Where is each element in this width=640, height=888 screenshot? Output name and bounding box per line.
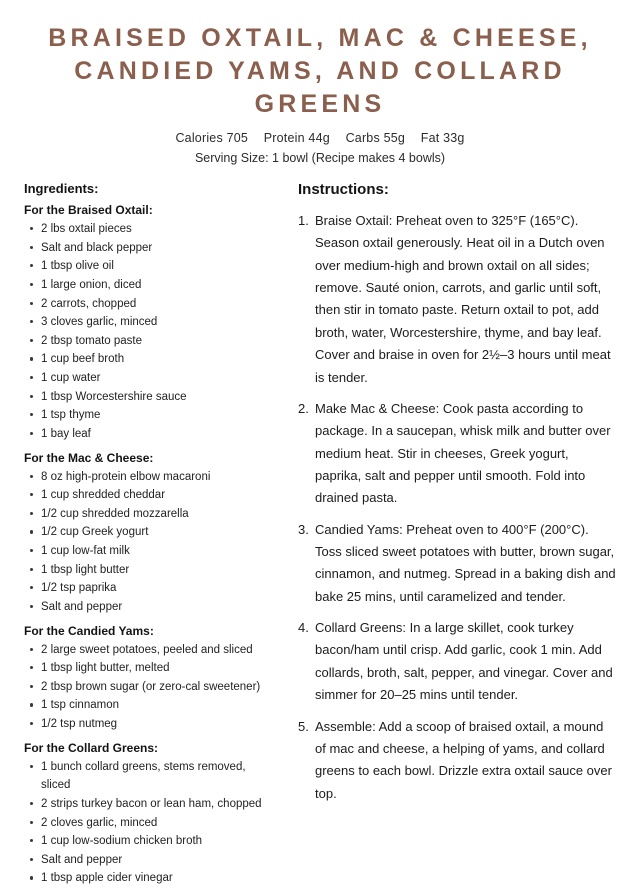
list-item: 1 tsp cinnamon	[24, 696, 270, 715]
list-item: 1 bunch collard greens, stems removed, sliced	[24, 758, 270, 795]
protein-value: Protein 44g	[263, 131, 330, 145]
ingredient-group-label: For the Collard Greens:	[24, 740, 159, 755]
list-item: 1 tbsp light butter	[24, 561, 270, 580]
list-item: 2 strips turkey bacon or lean ham, chopped	[24, 795, 270, 814]
instructions-list	[298, 210, 616, 805]
fat-value: Fat 33g	[420, 131, 465, 145]
list-item: 2 cloves garlic, minced	[24, 814, 270, 833]
list-item: 1/2 tsp nutmeg	[24, 715, 270, 734]
ingredient-group-oxtail	[24, 203, 270, 444]
carbs-value: Carbs 55g	[345, 131, 406, 145]
list-item: 2 carrots, chopped	[24, 295, 270, 314]
list-item: 1 tbsp Worcestershire sauce	[24, 388, 270, 407]
ingredient-group-collard-greens	[24, 741, 270, 888]
instruction-step: Candied Yams: Preheat oven to 400°F (200°C). Toss sliced sweet potatoes with butter, brown sugar, cinnamon, and nutmeg. Spread in a baking dish and bake 25 mins, until caramelized and tender.	[315, 521, 616, 604]
list-item: 1 tbsp apple cider vinegar	[24, 869, 270, 888]
ingredient-group-candied-yams	[24, 624, 270, 734]
page-title: BRAISED OXTAIL, MAC & CHEESE, CANDIED YAMS, AND COLLARD GREENS	[48, 24, 592, 118]
ingredient-group-mac-cheese	[24, 451, 270, 617]
ingredient-group-label: For the Candied Yams:	[24, 623, 154, 638]
ingredients-column	[24, 181, 282, 888]
list-item: Salt and pepper	[24, 851, 270, 870]
list-item: 2 tbsp tomato paste	[24, 332, 270, 351]
list-item: 1/2 cup shredded mozzarella	[24, 505, 270, 524]
list-item: 1 cup beef broth	[24, 350, 270, 369]
list-item: 1 tsp thyme	[24, 406, 270, 425]
content-columns	[24, 181, 616, 888]
list-item: Salt and black pepper	[24, 239, 270, 258]
ingredient-list-candied-yams	[24, 641, 270, 734]
instructions-heading: Instructions:	[298, 181, 389, 198]
list-item: 1 cup water	[24, 369, 270, 388]
list-item: 8 oz high-protein elbow macaroni	[24, 468, 270, 487]
list-item: 2 tbsp brown sugar (or zero-cal sweetener)	[24, 678, 270, 697]
instruction-step: Assemble: Add a scoop of braised oxtail, a mound of mac and cheese, a helping of yams, and collard greens to each bowl. Drizzle extra oxtail sauce over top.	[315, 718, 612, 801]
ingredients-heading: Ingredients:	[24, 181, 99, 196]
nutrition-summary	[24, 131, 616, 145]
instruction-step: Braise Oxtail: Preheat oven to 325°F (165°C). Season oxtail generously. Heat oil in a Dutch oven over medium-high and brown oxtail on all sides; remove. Sauté onion, carrots, and garlic until soft, then stir in tomato paste. Return oxtail to pot, add broth, water, Worcestershire, thyme, and bay leaf. Cover and braise in oven for 2½–3 hours until meat is tender.	[315, 213, 611, 385]
list-item: 1 large onion, diced	[24, 276, 270, 295]
list-item: 1 bay leaf	[24, 425, 270, 444]
ingredient-list-collard-greens	[24, 758, 270, 888]
list-item: 1 tbsp light butter, melted	[24, 659, 270, 678]
list-item: 1 cup shredded cheddar	[24, 486, 270, 505]
list-item: 1/2 cup Greek yogurt	[24, 523, 270, 542]
ingredient-group-label: For the Braised Oxtail:	[24, 203, 153, 217]
list-item: Salt and pepper	[24, 598, 270, 617]
instructions-column	[282, 181, 616, 814]
list-item: 3 cloves garlic, minced	[24, 313, 270, 332]
ingredient-list-mac-cheese	[24, 468, 270, 617]
ingredient-list-oxtail	[24, 220, 270, 444]
instruction-step: Make Mac & Cheese: Cook pasta according to package. In a saucepan, whisk milk and butter over medium heat. Stir in cheeses, Greek yogurt, paprika, salt and pepper until smooth. Fold into drained pasta.	[315, 400, 611, 506]
list-item: 2 large sweet potatoes, peeled and sliced	[24, 641, 270, 660]
ingredient-group-label: For the Mac & Cheese:	[24, 450, 154, 465]
list-item: 1/2 tsp paprika	[24, 579, 270, 598]
list-item: 1 cup low-fat milk	[24, 542, 270, 561]
list-item: 1 tbsp olive oil	[24, 257, 270, 276]
calories-value: Calories 705	[175, 131, 249, 145]
list-item: 2 lbs oxtail pieces	[24, 220, 270, 239]
serving-size: Serving Size: 1 bowl (Recipe makes 4 bowls)	[194, 151, 446, 165]
list-item: 1 cup low-sodium chicken broth	[24, 832, 270, 851]
instruction-step: Collard Greens: In a large skillet, cook turkey bacon/ham until crisp. Add garlic, cook 1 min. Add collards, broth, salt, pepper, and vinegar. Cover and simmer for 20–25 mins until tender.	[315, 620, 613, 703]
